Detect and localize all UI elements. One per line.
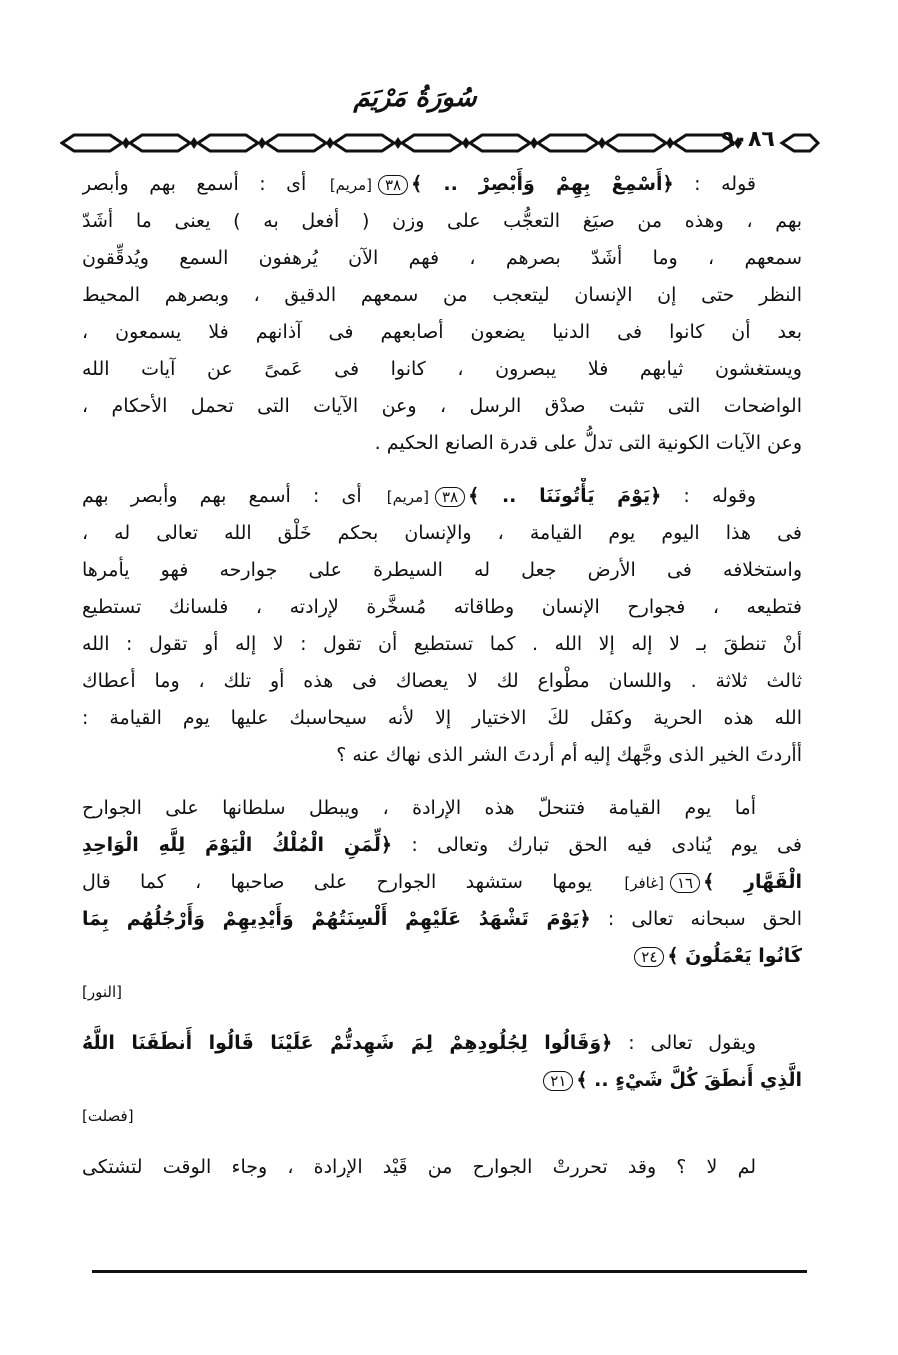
text-line: الواضحات التى تثبت صدْق الرسل ، وعن الآيات التى تحمل الأحكام ، bbox=[82, 395, 802, 417]
text-line bbox=[82, 1025, 802, 1062]
text-line: أنْ تنطقَ بـ لا إله إلا الله . كما تستطيع أن تقول : لا إله أو تقول : الله bbox=[82, 633, 802, 655]
text-line: وعن الآيات الكونية التى تدلُّ على قدرة الصانع الحكيم . bbox=[374, 432, 802, 454]
line-text: أى : أسمع بهم وأبصر bbox=[82, 173, 327, 195]
text-line bbox=[82, 1062, 802, 1099]
text-line: واستخلافه فى الأرض جعل له السيطرة على جوارحه فهو يأمرها bbox=[82, 559, 802, 581]
quran-verse: ﴿أَسْمِعْ بِهِمْ وَأَبْصِرْ .. ﴾ bbox=[411, 173, 674, 195]
text-line: لم لا ؟ وقد تحررتْ الجوارح من قَيْد الإرادة ، وجاء الوقت لتشتكى bbox=[82, 1156, 756, 1178]
decorative-border-icon bbox=[60, 123, 820, 163]
surah-reference: [مريم] bbox=[386, 488, 429, 506]
text-line: فتطيعه ، فجوارح الإنسان وطاقاته مُسخَّرة لإرادته ، فلسانك تستطيع bbox=[82, 596, 802, 618]
text-line: سمعهم ، وما أشَدّ بصرهم ، فهم الآن يُرهفون السمع ويُدقِّقون bbox=[82, 247, 802, 269]
surah-reference: [النور] bbox=[82, 983, 122, 1001]
text-line bbox=[82, 166, 802, 203]
surah-reference: [غافر] bbox=[624, 874, 664, 892]
ayah-number: ١٦ bbox=[670, 873, 700, 893]
footer-rule bbox=[92, 1270, 807, 1273]
page-number: ٩٠٨٦ bbox=[721, 127, 775, 152]
text-line: فى هذا اليوم يوم القيامة ، والإنسان بحكم خَلْق الله تعالى له ، bbox=[82, 522, 802, 544]
line-text: قوله : bbox=[673, 173, 756, 195]
quran-verse: ﴿لِّمَنِ الْمُلْكُ الْيَوْمَ لِلَّهِ الْوَاحِدِ bbox=[82, 834, 393, 856]
text-line: النظر حتى إن الإنسان ليتعجب من سمعهم الدقيق ، وبصرهم المحيط bbox=[82, 284, 802, 306]
text-line: أما يوم القيامة فتنحلّ هذه الإرادة ، ويبطل سلطانها على الجوارح bbox=[82, 797, 756, 819]
ayah-number: ٢١ bbox=[543, 1071, 573, 1091]
text-line bbox=[82, 901, 802, 938]
quran-verse: ﴿وَقَالُوا لِجُلُودِهِمْ لِمَ شَهِدتُّمْ عَلَيْنَا قَالُوا أَنطَقَنَا اللَّهُ bbox=[82, 1032, 613, 1054]
text-line bbox=[82, 827, 802, 864]
line-text: الحق سبحانه تعالى : bbox=[590, 908, 802, 930]
commentary-body bbox=[82, 166, 802, 1186]
surah-header-title: سُورَةُ مَرْيَمَ bbox=[353, 83, 477, 113]
line-text: أى : أسمع بهم وأبصر بهم bbox=[82, 485, 384, 507]
text-line: ويستغشون ثيابهم فلا يبصرون ، كانوا فى عَمىً عن آيات الله bbox=[82, 358, 802, 380]
surah-reference: [فصلت] bbox=[82, 1107, 134, 1125]
quran-verse: الْقَهَّارِ ﴾ bbox=[703, 871, 802, 893]
ayah-number: ٣٨ bbox=[435, 487, 465, 507]
text-line: بعد أن كانوا فى الدنيا يضعون أصابعهم فى آذانهم فلا يسمعون ، bbox=[82, 321, 802, 343]
text-line: أأردتَ الخير الذى وجَّهك إليه أم أردتَ الشر الذى نهاك عنه ؟ bbox=[336, 744, 802, 766]
ayah-number: ٣٨ bbox=[378, 175, 408, 195]
paragraph bbox=[82, 166, 802, 462]
paragraph bbox=[82, 1025, 802, 1133]
line-text: ويقول تعالى : bbox=[612, 1032, 756, 1054]
line-text: وقوله : bbox=[661, 485, 757, 507]
text-line: الله هذه الحرية وكفَل لكَ الاختيار إلا لأنه سيحاسبك عليها يوم القيامة : bbox=[82, 707, 802, 729]
text-line bbox=[82, 938, 802, 975]
surah-reference: [مريم] bbox=[329, 176, 372, 194]
text-line: ثالث ثلاثة . واللسان مطْواع لك لا يعصاك فى هذه أو تلك ، وما أعطاك bbox=[82, 670, 802, 692]
text-line bbox=[82, 478, 802, 515]
paragraph bbox=[82, 1149, 802, 1186]
quran-verse: ﴿يَوْمَ تَشْهَدُ عَلَيْهِمْ أَلْسِنَتُهُمْ وَأَيْدِيهِمْ وَأَرْجُلُهُم بِمَا bbox=[82, 908, 591, 930]
quran-verse: الَّذِي أَنطَقَ كُلَّ شَيْءٍ .. ﴾ bbox=[576, 1069, 802, 1091]
quran-verse: كَانُوا يَعْمَلُونَ ﴾ bbox=[667, 945, 802, 967]
line-text: فى يوم يُنادى فيه الحق تبارك وتعالى : bbox=[392, 834, 802, 856]
text-line bbox=[82, 864, 802, 901]
paragraph bbox=[82, 790, 802, 1009]
ayah-number: ٢٤ bbox=[634, 947, 664, 967]
paragraph bbox=[82, 478, 802, 774]
line-text: يومها ستشهد الجوارح على صاحبها ، كما قال bbox=[82, 871, 622, 893]
text-line: بهم ، وهذه من صيَغ التعجُّب على وزن ( أفعل به ) يعنى ما أشَدّ bbox=[82, 210, 802, 232]
quran-verse: ﴿يَوْمَ يَأْتُونَنَا .. ﴾ bbox=[468, 485, 662, 507]
